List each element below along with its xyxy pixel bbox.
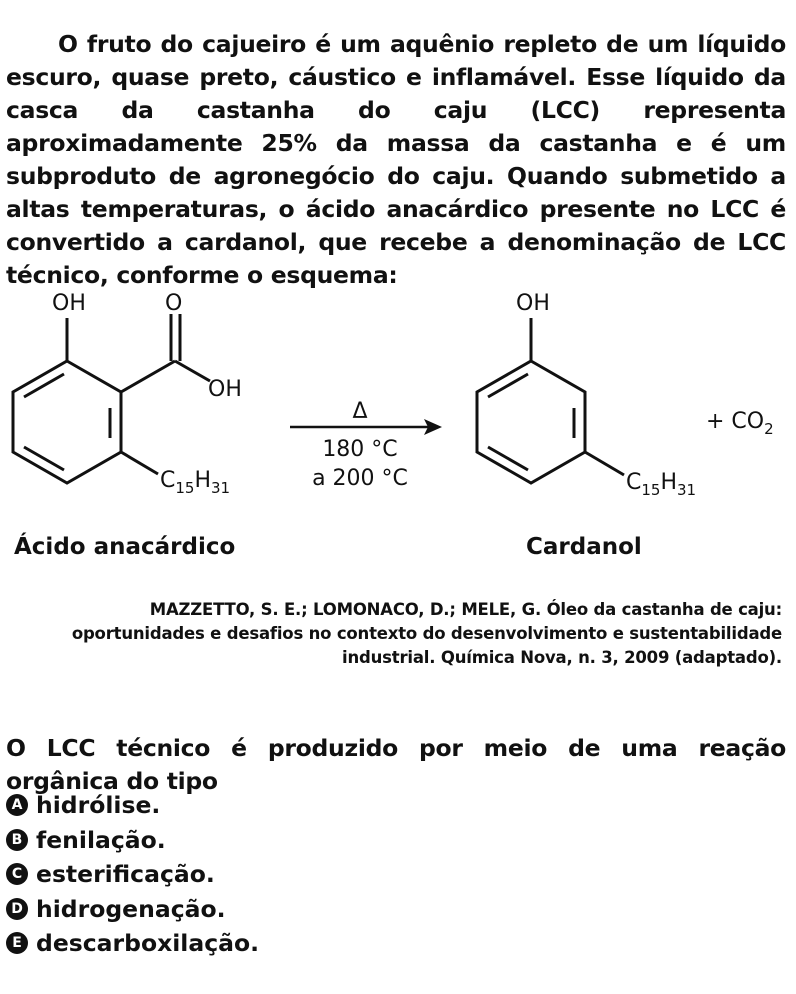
reactant-oh-label: OH [52, 291, 86, 316]
cardanol-structure [477, 318, 624, 483]
option-d-badge: D [6, 898, 28, 920]
option-a-badge: A [6, 794, 28, 816]
answer-options [6, 788, 259, 961]
option-d-text: hidrogenação. [36, 894, 226, 923]
acid-oh-label: OH [208, 377, 242, 402]
option-a[interactable] [6, 788, 259, 823]
option-b[interactable] [6, 823, 259, 858]
carbonyl-o-label: O [165, 291, 183, 316]
question-stem: O LCC técnico é produzido por meio de uma reação orgânica do tipo [6, 733, 786, 795]
temperature-line-1: 180 °C [322, 437, 398, 462]
citation-details: , n. 3, 2009 (adaptado). [566, 648, 782, 667]
reactant-cooh-bond [121, 361, 175, 392]
option-e[interactable] [6, 926, 259, 961]
citation [62, 598, 782, 670]
intro-paragraph [6, 28, 786, 292]
citation-authors-title: MAZZETTO, S. E.; LOMONACO, D.; MELE, G. Óleo da castanha de caju: oportunidades e desafios no contexto do desenvolvimento e sustentabilidade industrial. [71, 600, 782, 667]
citation-journal: Química Nova [440, 648, 567, 667]
reactant-chain-label: $C_{15}H_{31}$ [160, 468, 231, 497]
product-oh-label: OH [516, 291, 550, 316]
reaction-scheme [0, 282, 796, 582]
option-c-text: esterificação. [36, 860, 215, 889]
temperature-line-2: a 200 °C [312, 466, 408, 491]
product-double-bond-3 [488, 447, 528, 470]
option-e-text: descarboxilação. [36, 929, 260, 958]
heat-symbol: Δ [352, 399, 368, 424]
reactant-benzene-ring [13, 361, 121, 483]
reactant-name: Ácido anacárdico [14, 534, 236, 560]
option-b-text: fenilação. [36, 825, 166, 854]
product-double-bond-2 [488, 374, 528, 397]
co2-byproduct: + $CO_2$ [706, 409, 774, 438]
option-b-badge: B [6, 829, 28, 851]
option-a-text: hidrólise. [36, 791, 161, 820]
option-c-badge: C [6, 863, 28, 885]
reactant-double-bond-2 [24, 374, 64, 397]
reactant-double-bond-3 [24, 447, 64, 470]
product-name: Cardanol [526, 534, 642, 560]
product-benzene-ring [477, 361, 585, 483]
intro-text: O fruto do cajueiro é um aquênio repleto de um líquido escuro, quase preto, cáustico e inflamável. Esse líquido da casca da castanha do caju (LCC) representa aproximadamente 25% da massa da castanha e é um subproduto de agronegócio do caju. Quando submetido a altas temperaturas, o ácido anacárdico presente no LCC é convertido a cardanol, que recebe a denominação de LCC técnico, conforme o esquema: [6, 29, 786, 289]
product-chain-label: $C_{15}H_{31}$ [626, 470, 697, 499]
option-d[interactable] [6, 892, 259, 927]
anacardic-acid-structure [13, 314, 210, 483]
option-e-badge: E [6, 932, 28, 954]
acid-oh-bond [175, 361, 210, 381]
option-c[interactable] [6, 857, 259, 892]
product-chain-bond [585, 452, 624, 475]
reactant-chain-bond [121, 452, 158, 474]
